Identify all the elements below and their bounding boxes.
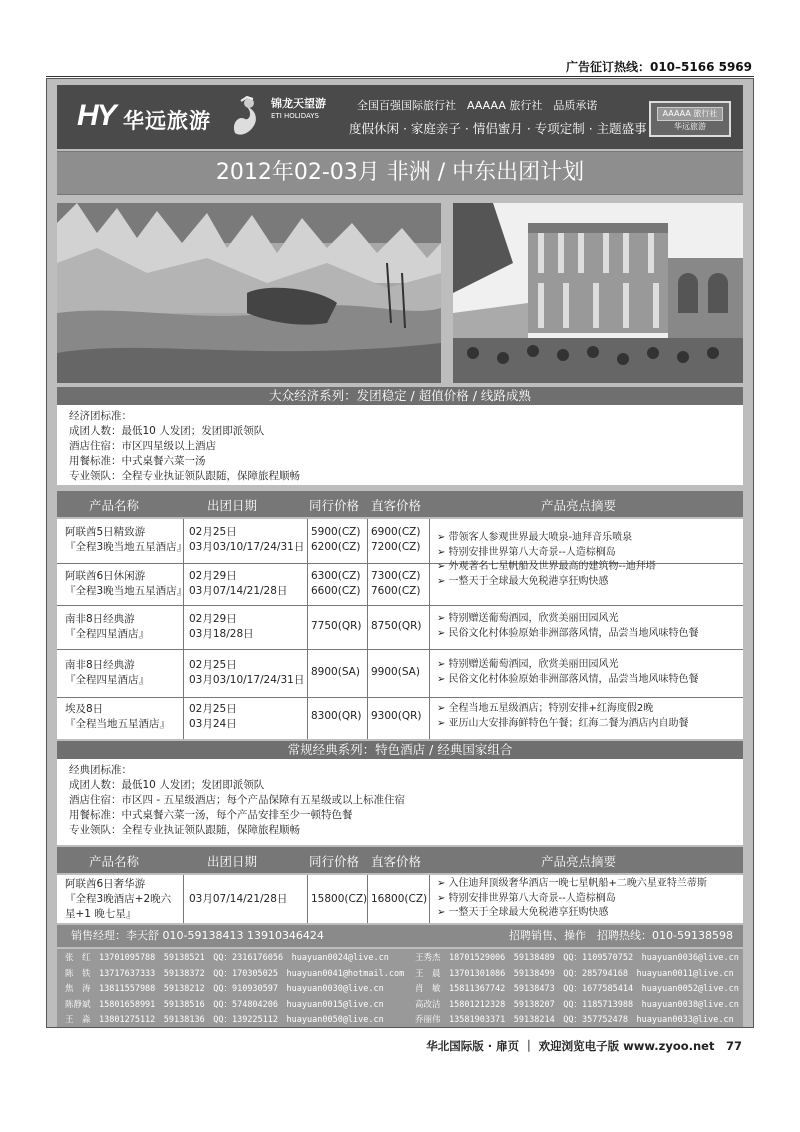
ad-hotline: 广告征订热线：010–5166 5969 [565,60,752,74]
title-band [57,151,743,195]
page-header [0,0,800,76]
table-header-2: 产品名称 出团日期 同行价格 直客价格 产品亮点摘要 [57,847,743,873]
highlights-luxury: ➢ 入住迪拜顶级奢华酒店一晚七星帆船+二晚六星亚特兰蒂斯 ➢ 特别安排世界第八大奇景--人造棕榈岛 ➢ 一整天于全球最大免税港享狂购快感 [437,878,707,918]
series1-standards: 经济团标准： 成团人数：最低10 人发团；发团即派领队 酒店住宿：市区四星级以上酒店 用餐标准：中式桌餐六菜一汤 专业领队：全程专业执证领队跟随，保障旅程顺畅 [57,405,743,485]
table-row: 阿联酋6日奢华游 『全程3晚酒店+2晚六 星+1 晚七星』 03月07/14/21/28日 15800(CZ) 16800(CZ) ➢ 入住迪拜顶级奢华酒店一晚七星帆船+二晚六星亚特兰蒂斯 ➢ 特别安排世界第八大奇景--人造棕榈岛 ➢ 一整天于全球最大免税港享狂购快感 [65,878,707,920]
hy-logo-icon: HY [77,99,115,132]
aaaaa-badge: AAAAA 旅行社 华远旅游 [649,101,731,137]
page-footer [0,1034,800,1058]
highlights-southafrica-2: ➢ 特别赠送葡萄酒园，欣赏美丽田园风光 ➢ 民俗文化村体验原始非洲部落风情，品尝当地风味特色餐 [437,659,699,685]
rock-valley-photo [57,203,441,383]
sales-manager: 销售经理：李天舒 010-59138413 13910346424 [71,929,324,942]
highlights-uae: ➢ 带领客人参观世界最大喷泉-迪拜音乐喷泉 ➢ 特别安排世界第八大奇景--人造棕榈岛 ➢ 外观著名七星帆船及世界最高的建筑物--迪拜塔 ➢ 一整天于全球最大免税港享狂购快感 [437,532,656,587]
table-row: 阿联酋6日休闲游 『全程3晚当地五星酒店』 02月29日 03月07/14/21/28日 6300(CZ) 6600(CZ) 7300(CZ) 7600(CZ) [57,563,743,606]
series1-bar: 大众经济系列：发团稳定 / 超值价格 / 线路成熟 [57,387,743,405]
page-title: 2012年02-03月 非洲 / 中东出团计划 [215,160,585,185]
brand-credentials: 全国百强国际旅行社 AAAAA 旅行社 品质承诺 [357,99,598,112]
header-rule [46,76,754,77]
contacts-right: 王秀杰 18701529006 59138489 QQ：1109570752 huayuan0036@live.cn 王 晨 13701301086 59138499 QQ：285794168 huayuan0011@live.cn 肖 敏 15811367742 59138473 QQ：1677585414 huayuan0052@live.cn 高改洁 15801212328 59138207 QQ：1185713988 huayuan0038@live.cn 乔丽伟 13581903371 59138214 QQ：357752478 huayuan0033@live.cn [415,953,739,1025]
library-ruins-photo [453,203,743,383]
brand-banner [57,85,743,149]
brand-services: 度假休闲 · 家庭亲子 · 情侣蜜月 · 专项定制 · 主题盛事 [349,121,647,136]
table-row: 阿联酋5日精致游 『全程3晚当地五星酒店』 02月25日 03月03/10/17/24/31日 5900(CZ) 6200(CZ) 6900(CZ) 7200(CZ) [57,519,743,564]
series2-bar: 常规经典系列：特色酒店 / 经典国家组合 [57,741,743,759]
contacts-left: 张 红 13701095788 59138521 QQ：2316176056 huayuan0024@live.cn 陈 铁 13717637333 59138372 QQ：170305025 huayuan0041@hotmail.com 焦 涛 13811557988 59138212 QQ：910930597 huayuan0030@live.cn 陈静斌 15801658991 59138516 QQ：574804206 huayuan0015@live.cn 王 淼 13801275112 59138136 QQ：139225112 huayuan0050@live.cn [65,953,405,1025]
footer-text: 华北国际版 · 扉页 ｜ 欢迎浏览电子版 www.zyoo.net 77 [426,1039,742,1053]
advertisement-frame [46,78,754,1028]
eti-holidays-logo: 锦龙天望游 ETI HOLIDAYS [271,97,326,120]
series1-table [57,519,743,739]
series2-standards: 经典团标准： 成团人数：最低10 人发团；发团即派领队 酒店住宿：市区四 - 五星级酒店；每个产品保障有五星级或以上标准住宿 用餐标准：中式桌餐六菜一汤，每个产品安排至少一顿特色餐 专业领队：全程专业执证领队跟随，保障旅程顺畅 [57,759,743,845]
table-row: 南非8日经典游 『全程四星酒店』 02月29日 03月18/28日 7750(QR) 8750(QR) ➢ 特别赠送葡萄酒园，欣赏美丽田园风光 ➢ 民俗文化村体验原始非洲部落风情，品尝当地风味特色餐 [57,605,743,650]
highlights-egypt: ➢ 全程当地五星级酒店；特别安排+红海度假2晚 ➢ 亚历山大安排海鲜特色午餐；红海二餐为酒店内自助餐 [437,703,689,729]
contact-list [57,949,743,1027]
series2-table [57,875,743,923]
dragon-logo-icon [227,93,267,141]
table-row: 埃及8日 『全程当地五星酒店』 02月25日 03月24日 8300(QR) 9300(QR) ➢ 全程当地五星级酒店；特别安排+红海度假2晚 ➢ 亚历山大安排海鲜特色午餐；红海二餐为酒店内自助餐 [65,703,689,730]
sales-bar [57,925,743,947]
table-row: 南非8日经典游 『全程四星酒店』 02月25日 03月03/10/17/24/31日 8900(SA) 9900(SA) ➢ 特别赠送葡萄酒园，欣赏美丽田园风光 ➢ 民俗文化村体验原始非洲部落风情，品尝当地风味特色餐 [57,649,743,698]
highlights-southafrica-1: ➢ 特别赠送葡萄酒园，欣赏美丽田园风光 ➢ 民俗文化村体验原始非洲部落风情，品尝当地风味特色餐 [437,613,699,639]
brand-name: 华远旅游 [123,109,211,133]
recruitment: 招聘销售、操作 招聘热线：010-59138598 [509,929,733,942]
table-header: 产品名称 出团日期 同行价格 直客价格 产品亮点摘要 [57,491,743,517]
